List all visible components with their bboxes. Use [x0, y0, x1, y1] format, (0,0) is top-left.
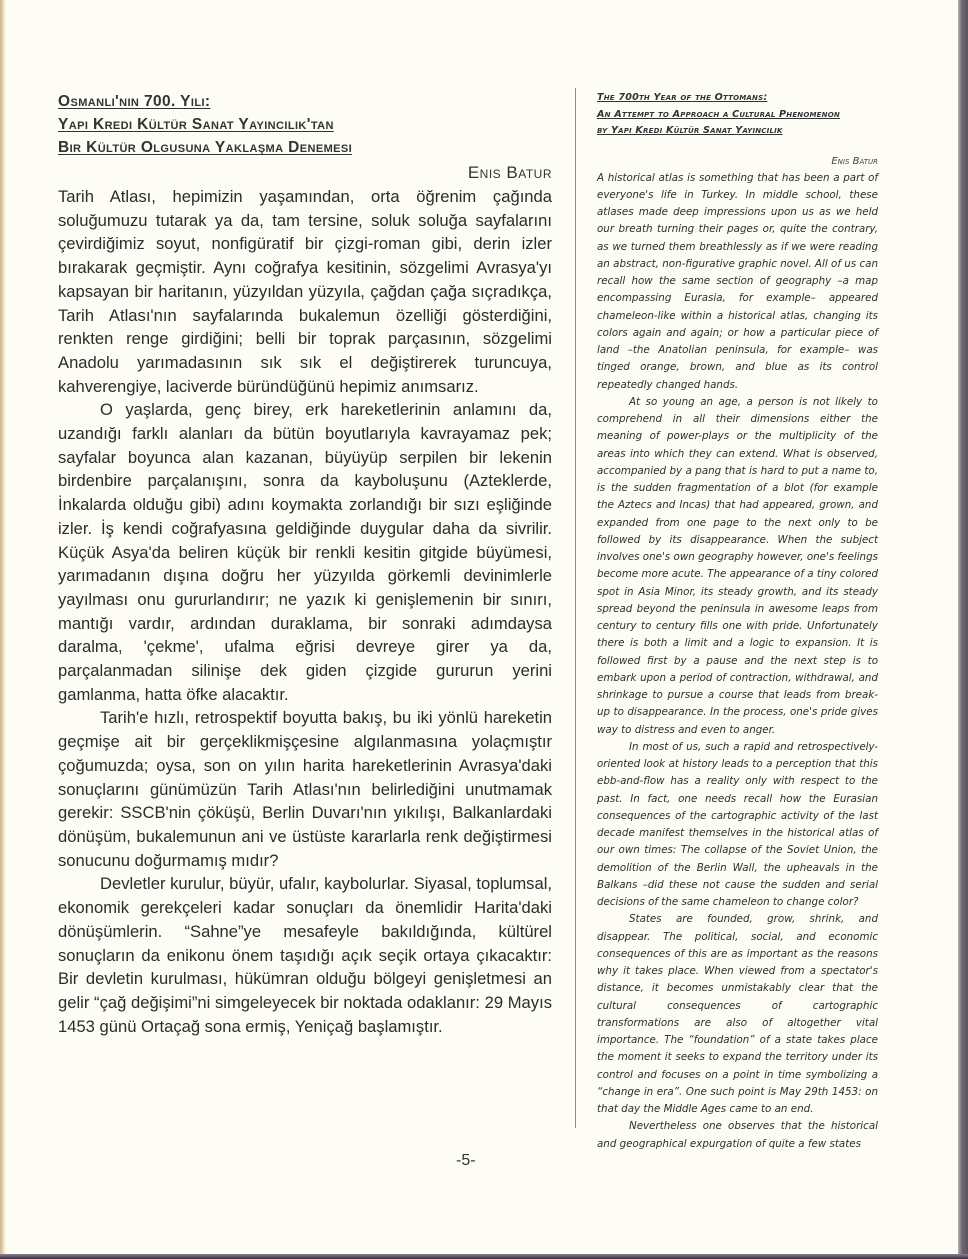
english-column	[597, 90, 878, 1153]
turkish-paragraph: Devletler kurulur, büyür, ufalır, kaybolurlar. Siyasal, toplumsal, ekonomik gerekçeleri kadar sonuçları da önemlidir Harita'daki dönüşümlerin. “Sahne”ye mesafeyle bakıldığında, kültürel sonuçların da enikonu önem taşıdığı açık seçik ortaya çıkacaktır: Bir devletin kurulması, hükümran olduğu bölgeyi genişletmesi an gelir “çağ değişimi”ni simgeleyecek bir noktada odaklanır: 29 Mayıs 1453 günü Ortaçağ sona ermiş, Yeniçağ başlamıştır.	[58, 874, 552, 1036]
page-left-gutter-shadow	[0, 0, 6, 1259]
page-bottom-edge	[0, 1254, 968, 1259]
turkish-title-line: Yapı Kredi Kültür Sanat Yayıncılık'tan	[58, 116, 334, 133]
turkish-body	[58, 185, 552, 1038]
turkish-title	[58, 90, 552, 159]
english-paragraph: States are founded, grow, shrink, and disappear. The political, social, and economic consequences of this are as important as the reasons why it takes place. When viewed from a spectator's distance, it becomes unmistakably clear that the cultural consequences of cartographic transformations are also of altogether vital importance. The “foundation” of a state takes place the moment it seeks to expand the territory under its control and focuses on a point in time symbolizing a “change in era”. One such point is May 29th 1453: on that day the Middle Ages came to an end.	[597, 913, 878, 1115]
turkish-paragraph: Tarih Atlası, hepimizin yaşamından, orta öğrenim çağında soluğumuzu tutarak ya da, tam tersine, soluk soluğa sayfalarını çevirdiğimiz soyut, nonfigüratif bir çizgi-roman gibi, derin izler bırakarak geçmiştir. Aynı coğrafya kesitinin, sözgelimi Avrasya'yı kapsayan bir haritanın, yüzyıldan yüzyıla, çağdan çağa sıçradıkça, Tarih Atlası'nın sayfalarında bukalemun özelliği gösterdiğini, renkten renge girdiğini; belli bir toprak parçasının, sözgelimi Anadolu yarımadasının sık sık el değiştirerek turuncuya, kahverengiye, laciverde büründüğünü hepimiz anımsarız.	[58, 187, 552, 396]
english-paragraph: Nevertheless one observes that the historical and geographical expurgation of quite a few states	[597, 1120, 878, 1150]
turkish-paragraph: O yaşlarda, genç birey, erk hareketlerinin anlamını da, uzandığı farklı alanları da bütün boyutlarıyla kavrayamaz pek; sayfalar boyunca alan kazanan, büyüyüp serpilen bir lekenin birdenbire parçalanışını, sonra da kayboluşunu (Azteklerde, İnkalarda olduğu gibi) adını koymakta zorlandığı bir sızı eşliğinde izler. İş kendi coğrafyasına geldiğinde duygular daha da sivrilir. Küçük Asya'da beliren küçük bir renkli kesitin gitgide büyümesi, yarımadanın dışına doğru her yüzyılda görkemli devinimlerle yayılması onu gururlandırır; ne yazık ki genişlemenin bir sınırı, mantığı vardır, ardından duraklama, bir sonraki adımdaysa daralma, 'çekme', ufalma eğrisi devreye girer ya da, parçalanmadan silinişe dek giden çizgide gururun yerini gamlanma, hatta öfke alacaktır.	[58, 400, 552, 704]
turkish-author: Enis Batur	[467, 163, 552, 182]
turkish-title-line: Osmanlı'nın 700. Yılı:	[58, 93, 211, 110]
page-right-edge	[958, 0, 968, 1259]
page-number: -5-	[456, 1152, 476, 1169]
english-body	[597, 170, 878, 1153]
turkish-paragraph: Tarih'e hızlı, retrospektif boyutta bakış, bu iki yönlü hareketin geçmişe ait bir gerçeklikmişçesine algılanmasına yolaçmıştır çoğumuzda; oysa, son on yılın harita hareketlerinin Avrasya'daki sonuçlarını günümüzün Tarih Atlası'nın belirlediğini unutmamak gerekir: SSCB'nin çöküşü, Berlin Duvarı'nın yıkılışı, Balkanlardaki dönüşüm, bukalemunun ani ve üstüste kararlarla renk değiştirmesi sonucunu doğurmamış mıdır?	[58, 708, 552, 870]
english-title-line: by Yapı Kredi Kültür Sanat Yayıncılık	[597, 125, 783, 136]
english-paragraph: In most of us, such a rapid and retrospectively-oriented look at history leads to a perception that this ebb-and-flow has a reality only with respect to the past. In fact, one needs recall how the Eurasian consequences of the cartographic activity of the last decade manifest themselves in the historical atlas of our own times: The collapse of the Soviet Union, the demolition of the Berlin Wall, the upheavals in the Balkans –did these not cause the sudden and serial decisions of the same chameleon to change color?	[597, 740, 878, 908]
turkish-title-line: Bir Kültür Olgusuna Yaklaşma Denemesi	[58, 139, 353, 156]
turkish-column	[58, 90, 552, 1038]
english-title-line: An Attempt to Approach a Cultural Phenomenon	[597, 108, 840, 120]
english-paragraph: At so young an age, a person is not likely to comprehend in all their dimensions either the meaning of power-plays or the multiplicity of the areas into which they can extend. What is observed, accompanied by a pang that is hard to put a name to, is the sudden fragmentation of a blot (for example the Aztecs and Incas) that had appeared, grown, and expanded from one page to the next only to be followed by its disappearance. When the subject involves one's own geography however, one's feelings become more acute. The appearance of a tiny colored spot in Asia Minor, its steady growth, and its steady spread beyond the peninsula in awesome leaps from century to century fills one with pride. Unfortunately there is both a limit and a logic to expansion. It is followed first by a pause and the next step is to embark upon a period of contraction, withdrawal, and shrinkage to pursue a course that leads from break-up to disappearance. In the process, one's pride gives way to distress and even to anger.	[597, 395, 878, 736]
english-paragraph: A historical atlas is something that has been a part of everyone's life in Turkey. In middle school, these atlases made deep impressions upon us as we held our breath turning their pages or, quite the contrary, as we turned them breathlessly as if we were reading an abstract, non-figurative graphic novel. All of us can recall how the same section of geography –a map encompassing Eurasia, for example– appeared chameleon-like within a historical atlas, changing its colors again and again; or how a particular piece of land –the Anatolian peninsula, for example– was tinged orange, brown, and blue as its control repeatedly changed hands.	[597, 171, 878, 391]
english-title	[597, 90, 878, 140]
english-author: Enis Batur	[831, 155, 878, 167]
english-title-line: The 700th Year of the Ottomans:	[597, 92, 768, 103]
column-divider	[575, 88, 576, 1128]
